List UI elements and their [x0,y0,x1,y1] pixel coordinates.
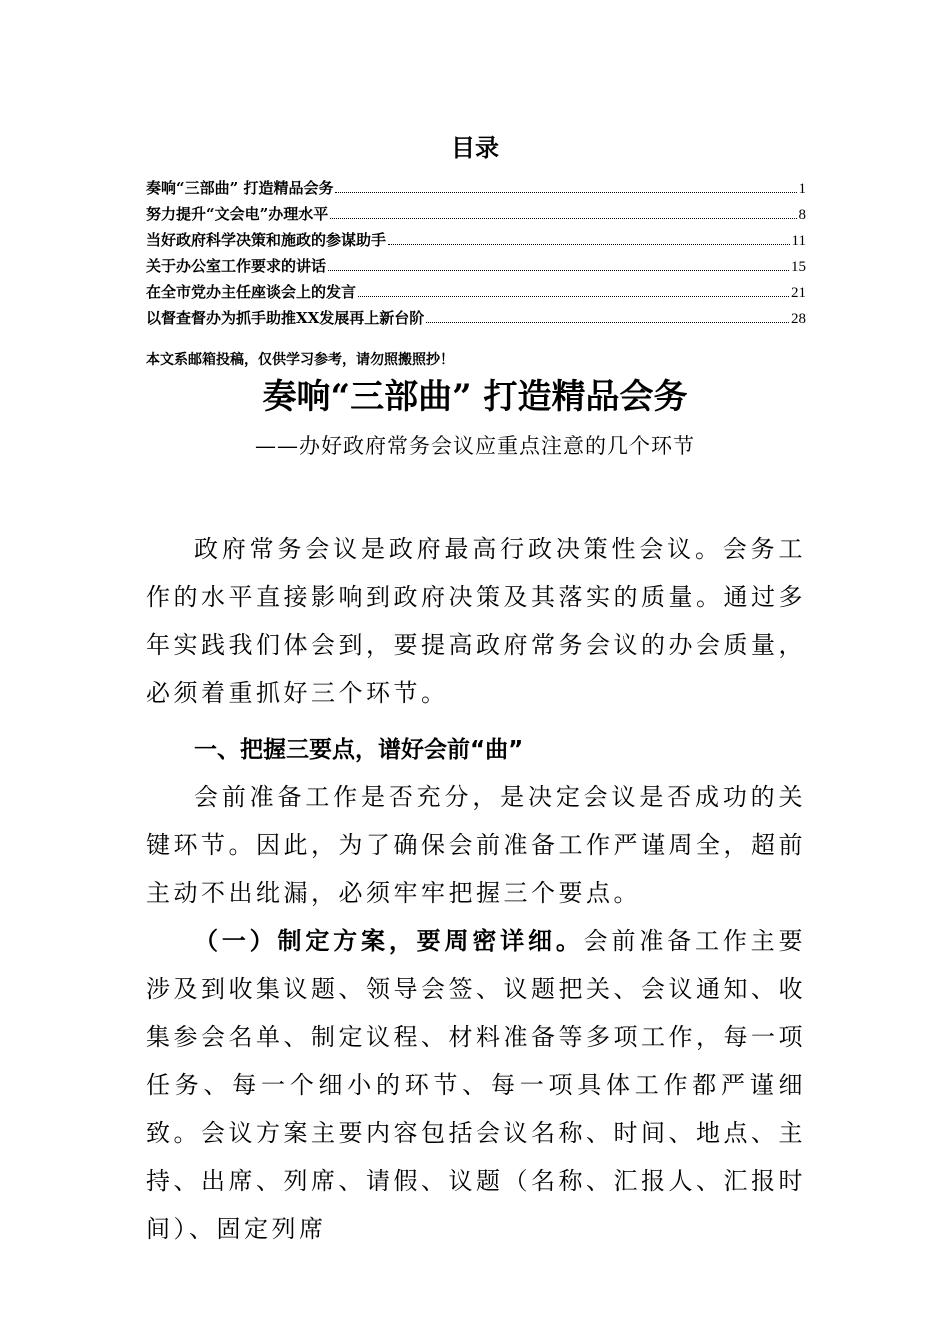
paragraph-subsection-1 [146,917,806,1253]
paragraph-section1-intro: 会前准备工作是否充分，是决定会议是否成功的关键环节。因此，为了确保会前准备工作严谨周全，超前主动不出纰漏，必须牢牢把握三个要点。 [146,783,806,907]
toc-entry[interactable] [146,253,806,279]
toc-entry-text: 当好政府科学决策和施政的参谋助手 [146,231,387,249]
toc-leader-dots [330,217,796,219]
toc-entry-page: 8 [798,207,806,223]
toc-entry-page: 15 [791,259,806,275]
toc-entry-page: 11 [791,233,806,249]
subsection-body: 会前准备工作主要涉及到收集议题、领导会签、议题把关、会议通知、收集参会名单、制定议程、材料准备等多项工作，每一项任务、每一个细小的环节、每一项具体工作都严谨细致。会议方案主要内容包括会议名称、时间、地点、主持、出席、列席、请假、议题（名称、汇报人、汇报时间）、固定列席 [146,927,806,1243]
section-heading-1: 一、把握三要点，谱好会前“曲” [194,737,524,763]
toc-entry-page: 21 [791,285,806,301]
toc-entry[interactable] [146,279,806,305]
toc-leader-dots [426,321,789,323]
toc-entry-text: 在全市党办主任座谈会上的发言 [146,283,357,301]
toc-entry-page: 1 [798,181,806,197]
paragraph-intro: 政府常务会议是政府最高行政决策性会议。会务工作的水平直接影响到政府决策及其落实的质量。通过多年实践我们体会到，要提高政府常务会议的办会质量，必须着重抓好三个环节。 [146,535,806,707]
toc-title: 目录 [451,133,499,162]
article-title: 奏响“三部曲” 打造精品会务 [262,377,688,417]
toc-leader-dots [358,295,789,297]
toc-entry-text: 关于办公室工作要求的讲话 [146,257,327,275]
toc-entry-page: 28 [791,311,806,327]
article-subtitle: ——办好政府常务会议应重点注意的几个环节 [255,434,695,458]
toc-entry[interactable] [146,227,806,253]
toc-entry[interactable] [146,201,806,227]
toc-entry-text: 努力提升“文会电”办理水平 [146,205,329,223]
submission-notice: 本文系邮箱投稿，仅供学习参考，请勿照搬照抄！ [146,352,454,368]
toc-leader-dots [388,243,790,245]
subsection-lead: （一）制定方案，要周密详细。 [194,926,584,955]
toc-leader-dots [335,191,796,193]
toc-entry[interactable] [146,305,806,331]
toc-entry-text: 以督查督办为抓手助推XX发展再上新台阶 [146,309,425,327]
toc-entry[interactable] [146,175,806,201]
toc-entry-text: 奏响“三部曲” 打造精品会务 [146,179,334,197]
table-of-contents [146,175,806,331]
toc-leader-dots [328,269,789,271]
